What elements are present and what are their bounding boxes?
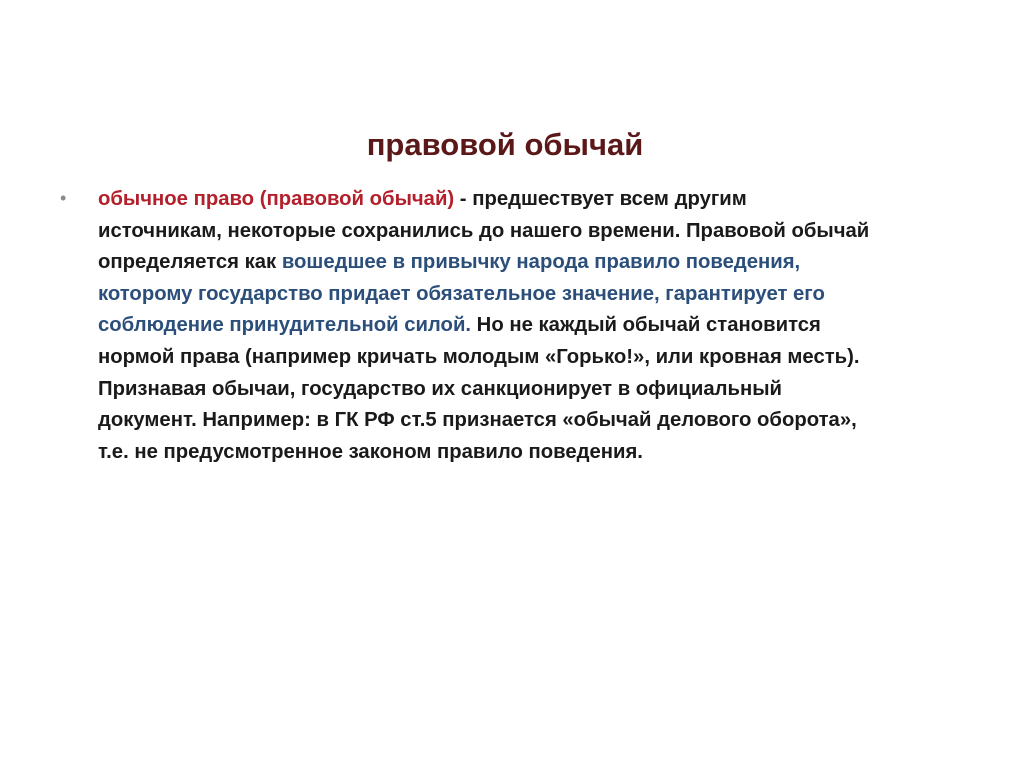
slide-title: правовой обычай xyxy=(366,127,644,162)
body-text: нормой права (например кричать молодым «Горько!», или кровная месть). xyxy=(98,345,860,368)
definition-text: вошедшее в привычку народа правило поведения, xyxy=(281,251,801,274)
text-line xyxy=(98,216,978,248)
text-line xyxy=(98,279,978,311)
body-text: источникам, некоторые сохранились до нашего времени. Правовой обычай xyxy=(98,219,870,242)
body-text: т.е. не предусмотренное законом правило поведения. xyxy=(98,440,643,463)
text-line xyxy=(98,184,978,216)
bullet-text xyxy=(98,184,978,468)
text-line xyxy=(98,310,978,342)
body-text: Но не каждый обычай становится xyxy=(471,314,821,337)
term-text: обычное право (правовой обычай) xyxy=(98,188,455,210)
text-line xyxy=(98,247,978,279)
body-text: Признавая обычаи, государство их санкционирует в официальный xyxy=(98,377,783,400)
body-text: предшествует всем другим xyxy=(472,188,747,210)
body-text: определяется как xyxy=(98,251,282,274)
body-text: документ. Например: в ГК РФ ст.5 признается «обычай делового оборота», xyxy=(98,409,857,432)
text-line xyxy=(98,342,978,374)
text-line xyxy=(98,374,978,406)
bullet-marker: • xyxy=(60,188,67,208)
definition-text: соблюдение принудительной силой. xyxy=(98,314,472,337)
text-line xyxy=(98,405,978,437)
body-text: - xyxy=(454,188,473,210)
text-line xyxy=(98,437,978,469)
definition-text: которому государство придает обязательное значение, гарантирует его xyxy=(98,282,825,305)
